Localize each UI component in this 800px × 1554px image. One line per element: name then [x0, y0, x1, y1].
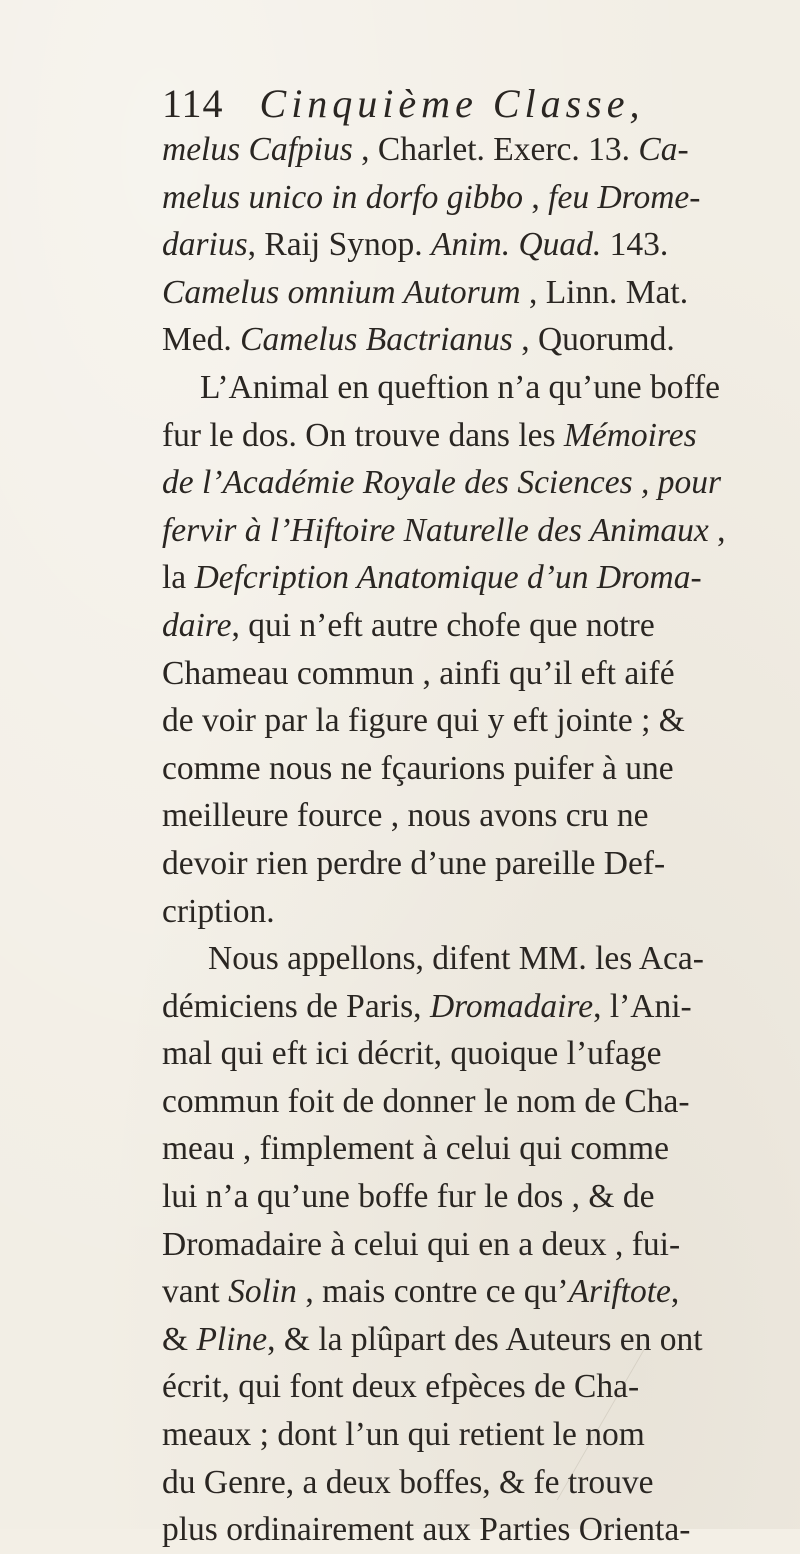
roman-text: , Quorumd. [512, 321, 675, 359]
roman-text: meilleure fource , nous avons cru ne [162, 797, 649, 835]
roman-text: écrit, qui font deux efpèces de Cha- [162, 1368, 640, 1406]
italic-text: Anim. Quad. [430, 226, 602, 264]
italic-text: Solin [228, 1273, 297, 1311]
text-line [162, 792, 766, 840]
italic-text: Camelus omnium Autorum [162, 273, 521, 311]
text-line [162, 935, 766, 983]
text-line [162, 650, 766, 698]
roman-text: , [523, 178, 549, 216]
roman-text: Chameau commun , ainfi qu’il eft aifé [162, 654, 675, 692]
text-line [162, 602, 766, 650]
italic-text: darius [162, 226, 248, 264]
roman-text: L’Animal en queftion n’a qu’une boffe [200, 368, 721, 406]
roman-text: , Linn. Mat. [520, 273, 689, 311]
italic-text: Dromadaire [429, 987, 594, 1025]
italic-text: de l’Académie Royale des Sciences , pour [162, 464, 722, 502]
roman-text: Med. [162, 321, 241, 359]
roman-text: meau , fimplement à celui qui comme [162, 1130, 669, 1168]
text-line [162, 221, 766, 269]
roman-text: 143. [601, 226, 669, 264]
roman-text: commun foit de donner le nom de Cha- [162, 1082, 690, 1120]
text-line [162, 983, 766, 1031]
text-line [162, 412, 766, 460]
roman-text: mal qui eft ici décrit, quoique l’ufage [162, 1035, 662, 1073]
roman-text: de voir par la figure qui y eft jointe ; & [162, 702, 685, 740]
roman-text: , qui n’eft autre chofe que notre [231, 606, 655, 644]
italic-text: Mémoires [563, 416, 697, 454]
roman-text: la [162, 559, 195, 597]
text-line [162, 269, 766, 317]
text-line [162, 888, 766, 936]
text-line [162, 1030, 766, 1078]
roman-text: cription. [162, 892, 275, 930]
running-header [162, 82, 742, 126]
text-line [162, 459, 766, 507]
roman-text: , l’Ani- [593, 987, 692, 1025]
roman-text: & [162, 1320, 197, 1358]
italic-text: Pline [196, 1320, 268, 1358]
text-line [162, 697, 766, 745]
text-line [162, 174, 766, 222]
text-line [162, 745, 766, 793]
italic-text: feu Drome- [548, 178, 701, 216]
roman-text: Dromadaire à celui qui en a deux , fui- [162, 1225, 681, 1263]
roman-text: du Genre, a deux boffes, & fe trouve [162, 1463, 654, 1501]
text-line [162, 126, 766, 174]
roman-text: devoir rien perdre d’une pareille Def- [162, 844, 666, 882]
roman-text: , & la plûpart des Auteurs en ont [267, 1320, 703, 1358]
roman-text: meaux ; dont l’un qui retient le nom [162, 1416, 645, 1454]
italic-text: Camelus Bactrianus [240, 321, 513, 359]
roman-text: fur le dos. On trouve dans les [162, 416, 564, 454]
italic-text: melus unico in dorfo gibbo [162, 178, 524, 216]
roman-text: , [708, 511, 726, 549]
text-line [162, 554, 766, 602]
text-line [162, 507, 766, 555]
roman-text: comme nous ne fçaurions puifer à une [162, 749, 674, 787]
italic-text: Defcription Anatomique d’un Droma- [194, 559, 702, 597]
italic-text: melus Cafpius [162, 131, 353, 168]
text-line [162, 840, 766, 888]
italic-text: fervir à l’Hiftoire Naturelle des Animaux [162, 511, 709, 549]
text-line [162, 316, 766, 364]
text-line [162, 1078, 766, 1126]
text-line [162, 1173, 766, 1221]
roman-text: , Raij Synop. [247, 226, 431, 264]
italic-text: Ca- [638, 131, 689, 168]
body-text [162, 126, 766, 1554]
roman-text: Nous appellons, difent MM. les Aca- [208, 940, 704, 978]
roman-text: , [670, 1273, 680, 1311]
roman-text: , mais contre ce qu’ [296, 1273, 569, 1311]
text-line [162, 1506, 766, 1554]
text-line [162, 1125, 766, 1173]
roman-text: plus ordinairement aux Parties Orienta- [162, 1511, 691, 1549]
text-line [162, 1268, 766, 1316]
text-line [162, 364, 766, 412]
roman-text: démiciens de Paris, [162, 987, 430, 1025]
roman-text: lui n’a qu’une boffe fur le dos , & de [162, 1178, 655, 1216]
running-title: Cinquième Classe, [259, 81, 645, 126]
text-line [162, 1221, 766, 1269]
italic-text: daire [162, 606, 232, 644]
roman-text: vant [162, 1273, 229, 1311]
roman-text: , Charlet. Exerc. 13. [352, 131, 639, 168]
italic-text: Ariftote [568, 1273, 671, 1311]
page-number: 114 [162, 81, 224, 126]
